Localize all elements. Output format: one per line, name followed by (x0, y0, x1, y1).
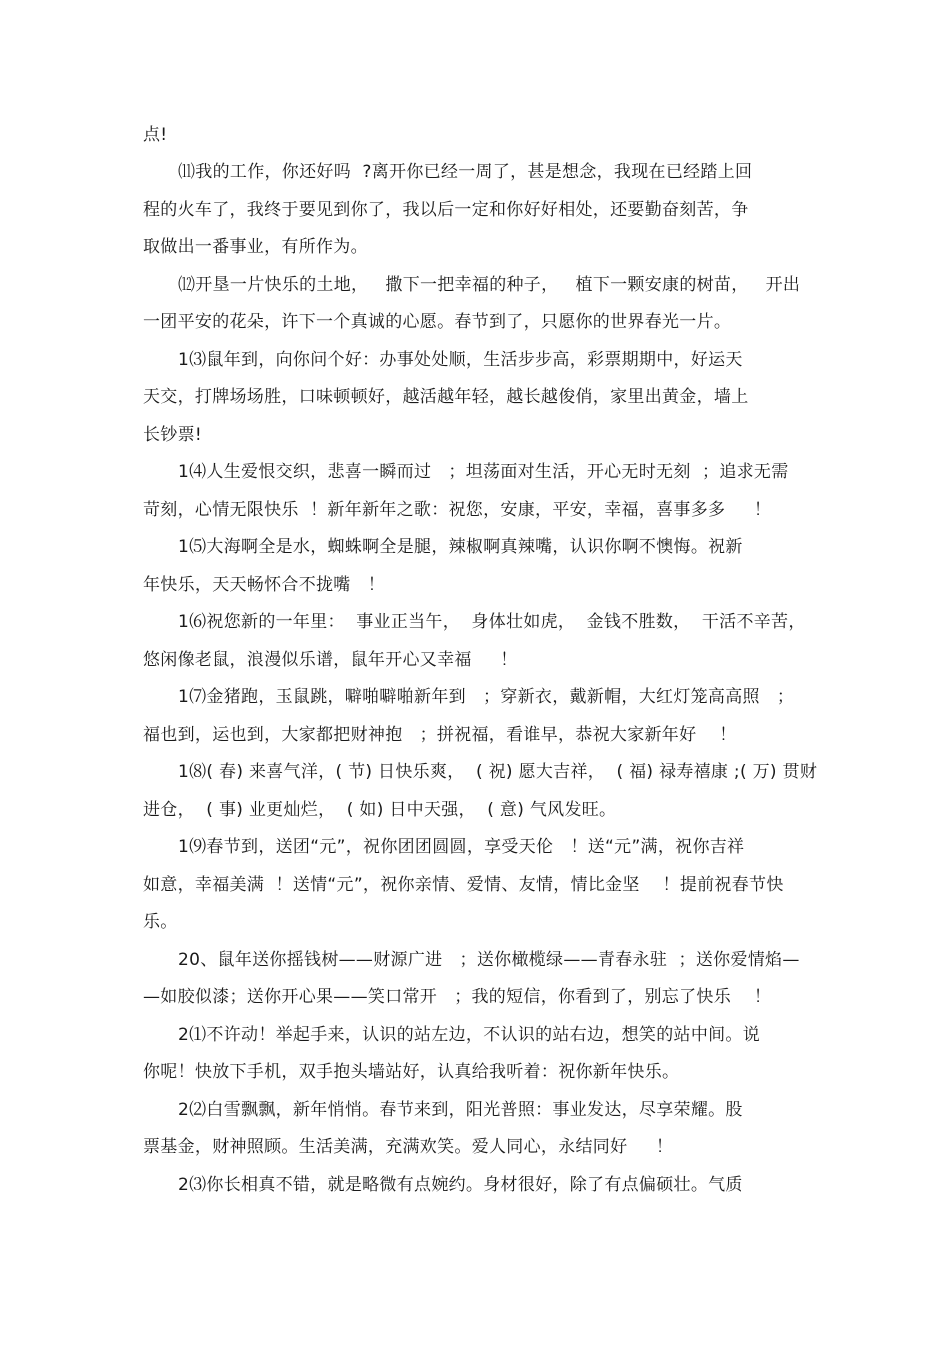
paragraph-17-line-2: 福也到，运也到，大家都把财神抱 ；拼祝福，看谁早，恭祝大家新年好 ！ (143, 725, 737, 745)
paragraph-12-line-1: ⑿开垦一片快乐的土地， 撒下一把幸福的种子， 植下一颗安康的树苗， 开出 (178, 275, 801, 295)
paragraph-21-line-2: 你呢！快放下手机，双手抱头墙站好，认真给我听着：祝你新年快乐。 (143, 1062, 680, 1082)
text-line: 点! (143, 125, 168, 145)
paragraph-13-line-2: 天交，打牌场场胜，口味顿顿好，越活越年轻，越长越俊俏，家里出黄金，墙上 (143, 387, 749, 407)
paragraph-20-line-2: —如胶似漆；送你开心果——笑口常开 ；我的短信，你看到了，别忘了快乐 ！ (143, 987, 772, 1007)
paragraph-11-line-2: 程的火车了，我终于要见到你了，我以后一定和你好好相处，还要勤奋刻苦，争 (143, 200, 749, 220)
paragraph-22-line-1: 2⑵白雪飘飘，新年悄悄。春节来到，阳光普照：事业发达，尽享荣耀。股 (178, 1100, 743, 1120)
paragraph-12-line-2: 一团平安的花朵，许下一个真诚的心愿。春节到了，只愿你的世界春光一片。 (143, 312, 732, 332)
paragraph-23-line-1: 2⑶你长相真不错，就是略微有点婉约。身材很好，除了有点偏硕壮。气质 (178, 1175, 743, 1195)
paragraph-17-line-1: 1⑺金猪跑，玉鼠跳，噼啪噼啪新年到 ；穿新衣，戴新帽，大红灯笼高高照 ； (178, 687, 795, 707)
paragraph-13-line-1: 1⑶鼠年到，向你问个好：办事处处顺，生活步步高，彩票期期中，好运天 (178, 350, 743, 370)
paragraph-20-line-1: 20、鼠年送你摇钱树——财源广进 ；送你橄榄绿——青春永驻 ；送你爱情焰— (178, 950, 800, 970)
paragraph-18-line-2: 进仓， ( 事) 业更灿烂， ( 如) 日中天强， ( 意) 气风发旺。 (143, 800, 617, 820)
paragraph-15-line-1: 1⑸大海啊全是水，蜘蛛啊全是腿，辣椒啊真辣嘴，认识你啊不懊悔。祝新 (178, 537, 743, 557)
paragraph-19-line-1: 1⑼春节到，送团“元”，祝你团团圆圆，享受天伦 ！送“元”满，祝你吉祥 (178, 837, 745, 857)
paragraph-13-line-3: 长钞票! (143, 425, 203, 445)
paragraph-11-line-1: ⑾我的工作，你还好吗 ?离开你已经一周了，甚是想念，我现在已经踏上回 (178, 162, 753, 182)
paragraph-16-line-1: 1⑹祝您新的一年里： 事业正当午， 身体壮如虎， 金钱不胜数， 干活不辛苦， (178, 612, 806, 632)
paragraph-16-line-2: 悠闲像老鼠，浪漫似乐谱，鼠年开心又幸福 ！ (143, 650, 518, 670)
paragraph-19-line-3: 乐。 (143, 912, 178, 932)
paragraph-14-line-2: 苛刻，心情无限快乐 ！新年新年之歌：祝您，安康，平安，幸福，喜事多多 ！ (143, 500, 772, 520)
paragraph-14-line-1: 1⑷人生爱恨交织，悲喜一瞬而过 ；坦荡面对生活，开心无时无刻 ；追求无需 (178, 462, 789, 482)
paragraph-18-line-1: 1⑻( 春) 来喜气洋，( 节) 日快乐爽， ( 祝) 愿大吉祥， ( 福) 禄寿禧康 ;( 万) 贯财 (178, 762, 818, 782)
paragraph-22-line-2: 票基金，财神照顾。生活美满，充满欢笑。爱人同心，永结同好 ！ (143, 1137, 674, 1157)
paragraph-15-line-2: 年快乐，天天畅怀合不拢嘴 ！ (143, 575, 386, 595)
paragraph-21-line-1: 2⑴不许动！举起手来，认识的站左边，不认识的站右边，想笑的站中间。说 (178, 1025, 761, 1045)
paragraph-19-line-2: 如意，幸福美满 ！送情“元”，祝你亲情、爱情、友情，情比金坚 ！提前祝春节快 (143, 875, 784, 895)
paragraph-11-line-3: 取做出一番事业，有所作为。 (143, 237, 368, 257)
